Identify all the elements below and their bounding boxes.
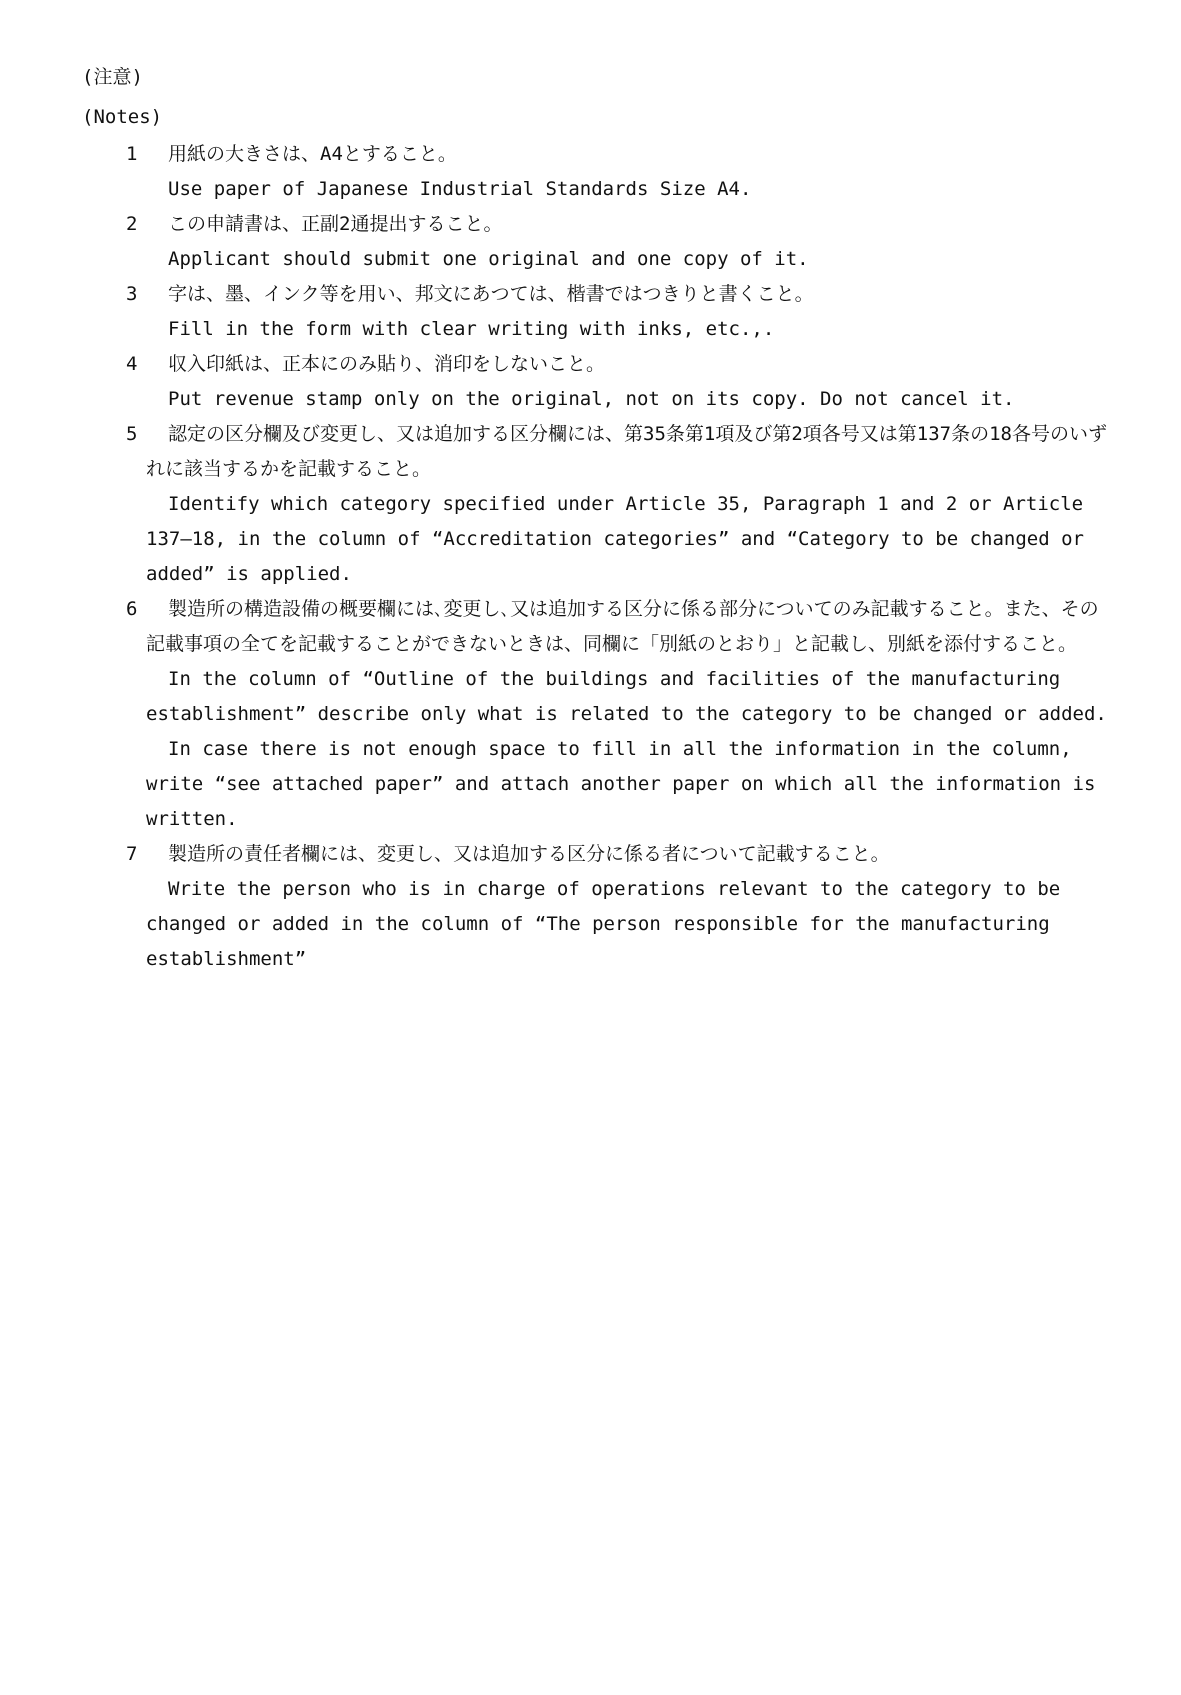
note-text-japanese: 製造所の構造設備の概要欄には､変更し､又は追加する区分に係る部分についてのみ記載すること。また、その記載事項の全てを記載することができないときは、同欄に「別紙のとおり」と記載し、別紙を添付すること。: [146, 598, 1099, 655]
note-text-english: Applicant should submit one original and one copy of it.: [168, 248, 809, 270]
note-number: 7: [126, 843, 138, 865]
notes-heading-english: (Notes): [82, 106, 163, 128]
note-text-english: Identify which category specified under Article 35, Paragraph 1 and 2 or Article 137―18, in the column of “Accreditation categories” and “Category to be changed or added” is applied.: [146, 493, 1084, 585]
note-item-3: [126, 277, 1116, 347]
note-item-4: [126, 347, 1116, 417]
note-text-japanese: 製造所の責任者欄には、変更し、又は追加する区分に係る者について記載すること。: [168, 843, 890, 865]
note-number: 1: [126, 143, 138, 165]
note-item-7: [126, 837, 1116, 977]
note-text-english: In case there is not enough space to fill in all the information in the column, write “see attached paper” and attach another paper on which all the information is written.: [146, 738, 1096, 830]
note-number: 4: [126, 353, 138, 375]
notes-list: [126, 137, 1116, 977]
note-item-1: [126, 137, 1116, 207]
notes-heading-japanese: (注意): [82, 66, 143, 88]
note-number: 6: [126, 598, 138, 620]
note-text-japanese: 字は、墨、インク等を用い、邦文にあつては、楷書ではつきりと書くこと。: [168, 283, 814, 305]
note-item-2: [126, 207, 1116, 277]
note-item-6: [126, 592, 1116, 837]
note-text-english: Fill in the form with clear writing with inks, etc.,.: [168, 318, 775, 340]
note-number: 5: [126, 423, 138, 445]
note-number: 3: [126, 283, 138, 305]
note-text-japanese: 認定の区分欄及び変更し、又は追加する区分欄には、第35条第1項及び第2項各号又は第137条の18各号のいずれに該当するかを記載すること。: [146, 423, 1107, 480]
note-text-japanese: 用紙の大きさは、A4とすること。: [168, 143, 457, 165]
note-number: 2: [126, 213, 138, 235]
note-item-5: [126, 417, 1116, 592]
note-text-english: Put revenue stamp only on the original, not on its copy. Do not cancel it.: [168, 388, 1015, 410]
note-text-japanese: この申請書は、正副2通提出すること。: [168, 213, 503, 235]
note-text-english: Write the person who is in charge of operations relevant to the category to be changed or added in the column of “The person responsible for the manufacturing establishment”: [146, 878, 1061, 970]
note-text-english: In the column of “Outline of the buildings and facilities of the manufacturing establishment” describe only what is related to the category to be changed or added.: [146, 668, 1107, 725]
note-text-japanese: 収入印紙は、正本にのみ貼り、消印をしないこと。: [168, 353, 606, 375]
note-text-english: Use paper of Japanese Industrial Standards Size A4.: [168, 178, 752, 200]
